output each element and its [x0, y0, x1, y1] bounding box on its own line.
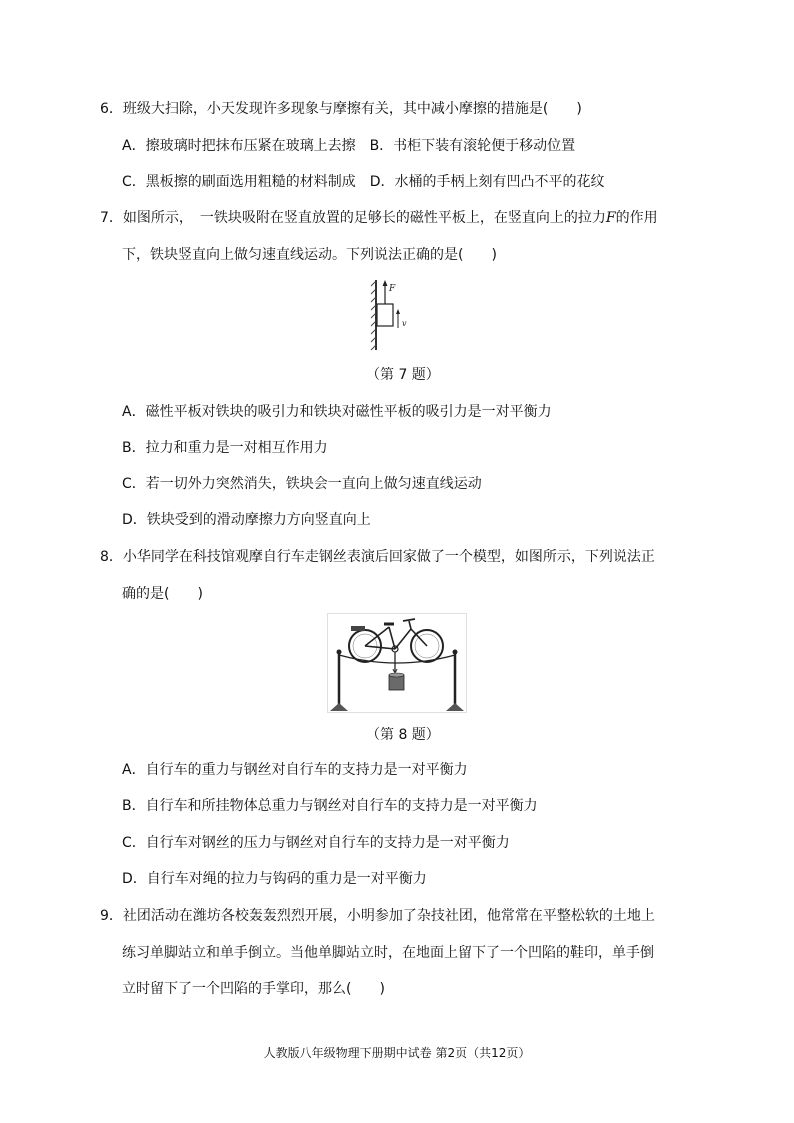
- q8-option-c: C．自行车对钢丝的压力与钢丝对自行车的支持力是一对平衡力: [122, 835, 510, 851]
- force-variable: F: [605, 210, 616, 226]
- q8-figure: [327, 613, 467, 713]
- q6-options-cd: C．黑板擦的刷面选用粗糙的材料制成 D．水桶的手柄上刻有凹凸不平的花纹: [122, 174, 605, 190]
- iron-block: [377, 304, 393, 326]
- q7-option-b: B．拉力和重力是一对相互作用力: [122, 440, 328, 456]
- q7-figure: [370, 276, 416, 352]
- q8-stem-line-2: 确的是( ): [122, 586, 203, 602]
- q7-option-c: C．若一切外力突然消失，铁块会一直向上做匀速直线运动: [122, 476, 482, 492]
- q7-caption: （第 7 题）: [366, 367, 440, 383]
- q9-stem-line-1: 9．社团活动在潍坊各校轰轰烈烈开展，小明参加了杂技社团，他常常在平整松软的土地上: [100, 908, 655, 924]
- velocity-label: v: [402, 319, 407, 328]
- q8-caption: （第 8 题）: [366, 727, 440, 743]
- q6-stem: 6．班级大扫除，小天发现许多现象与摩擦有关，其中减小摩擦的措施是( ): [100, 101, 582, 117]
- q9-stem-line-3: 立时留下了一个凹陷的手掌印，那么( ): [122, 981, 385, 997]
- force-arrow: [383, 280, 388, 304]
- q8-option-b: B．自行车和所挂物体总重力与钢丝对自行车的支持力是一对平衡力: [122, 798, 538, 814]
- q8-stem-line-1: 8．小华同学在科技馆观摩自行车走钢丝表演后回家做了一个模型，如图所示，下列说法正: [100, 549, 655, 565]
- q9-stem-line-2: 练习单脚站立和单手倒立。当他单脚站立时，在地面上留下了一个凹陷的鞋印，单手倒: [122, 945, 654, 961]
- q8-option-d: D．自行车对绳的拉力与钩码的重力是一对平衡力: [122, 871, 427, 887]
- q6-options-ab: A．擦玻璃时把抹布压紧在玻璃上去擦 B．书柜下装有滚轮便于移动位置: [122, 138, 576, 154]
- q7-option-d: D．铁块受到的滑动摩擦力方向竖直向上: [122, 512, 371, 528]
- q7-stem-line-1: 7．如图所示， 一铁块吸附在竖直放置的足够长的磁性平板上，在竖直向上的拉力F的作用: [100, 210, 658, 226]
- q7-stem-line-2: 下，铁块竖直向上做匀速直线运动。下列说法正确的是( ): [122, 247, 497, 263]
- magnetic-plate: [371, 280, 376, 350]
- page-footer: 人教版八年级物理下册期中试卷 第2页（共12页）: [263, 1046, 531, 1060]
- q8-option-a: A．自行车的重力与钢丝对自行车的支持力是一对平衡力: [122, 762, 468, 778]
- force-label: F: [389, 284, 396, 294]
- velocity-arrow: [396, 309, 400, 328]
- q7-option-a: A．磁性平板对铁块的吸引力和铁块对磁性平板的吸引力是一对平衡力: [122, 404, 552, 420]
